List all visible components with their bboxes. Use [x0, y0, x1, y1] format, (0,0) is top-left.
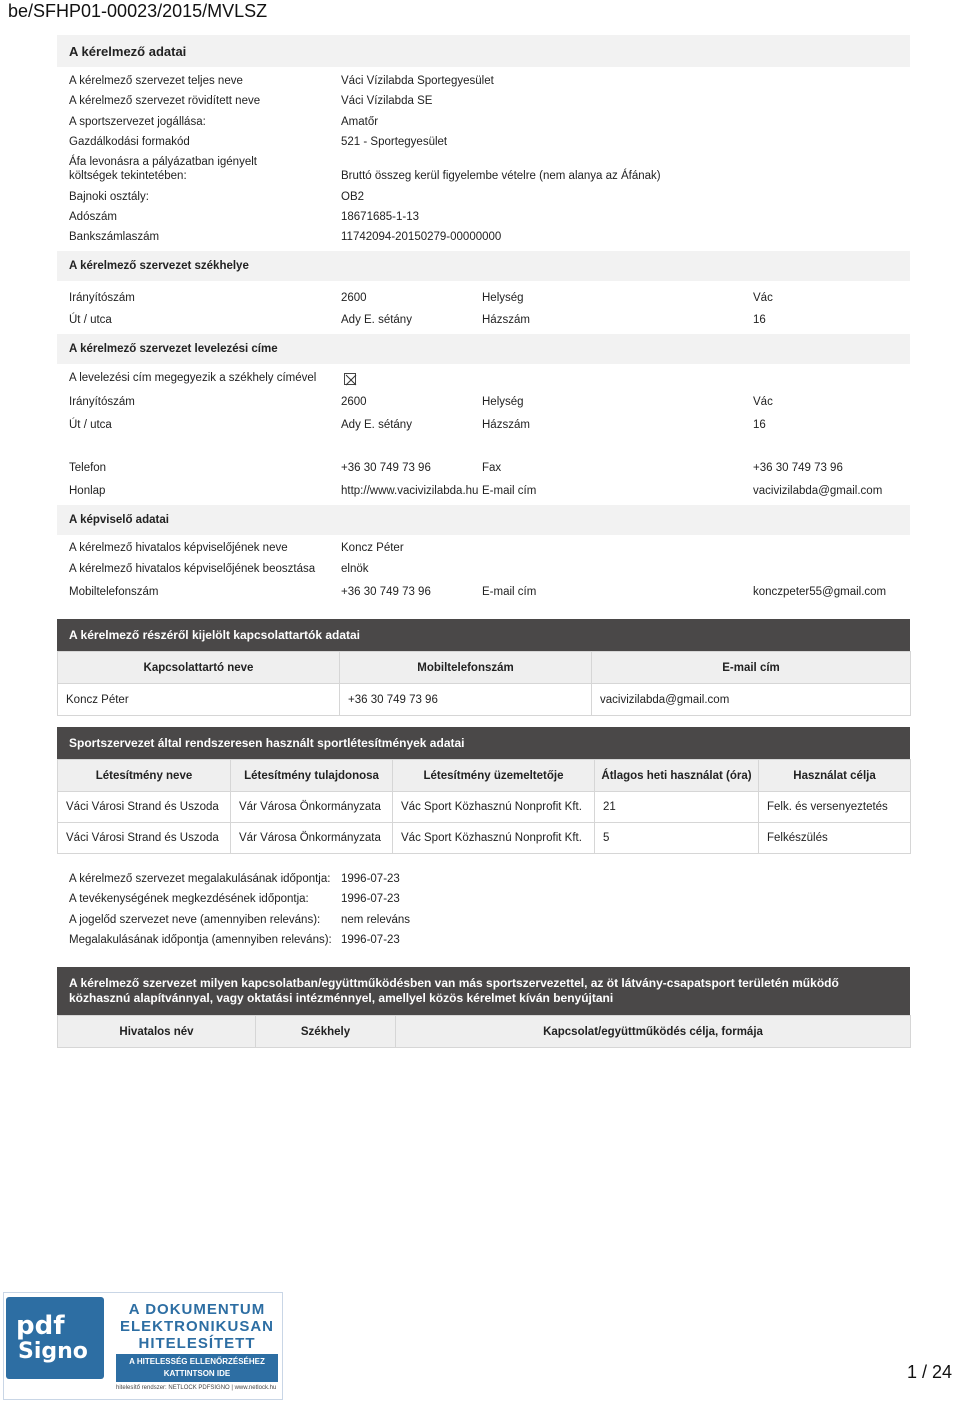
representative-section-title: A képviselő adatai: [57, 505, 910, 535]
mailing-zip-value: 2600: [341, 396, 367, 408]
table-row: [58, 792, 911, 823]
same-address-label: A levelezési cím megegyezik a székhely címével: [69, 372, 317, 384]
seat-street-label: Út / utca: [69, 314, 112, 326]
verify-link[interactable]: [116, 1354, 278, 1382]
fax-label: Fax: [482, 462, 502, 474]
rep-name-value: Koncz Péter: [341, 542, 404, 554]
applicant-section-title: A kérelmező adatai: [57, 35, 910, 67]
facility-name: Váci Városi Strand és Uszoda: [58, 823, 231, 854]
mailing-city-value: Vác: [753, 396, 773, 408]
contacts-table: [57, 651, 911, 716]
mailing-house-label: Házszám: [482, 419, 530, 431]
bank-account-value: 11742094-20150279-00000000: [341, 231, 502, 243]
mailing-zip-label: Irányítószám: [69, 396, 135, 408]
phone-value: +36 30 749 73 96: [341, 462, 431, 474]
bank-account-label: Bankszámlaszám: [69, 231, 160, 243]
email-value[interactable]: vacivizilabda@gmail.com: [753, 485, 883, 497]
legal-status-value: Amatőr: [341, 116, 379, 128]
league-label: Bajnoki osztály:: [69, 191, 149, 203]
website-link[interactable]: http://www.vacivizilabda.hu: [341, 485, 479, 497]
activity-start-value: 1996-07-23: [341, 893, 400, 905]
partner-header-purpose: Kapcsolat/együttműködés célja, formája: [396, 1016, 911, 1048]
rep-role-label: A kérelmező hivatalos képviselőjének beosztása: [69, 563, 316, 575]
facility-name: Váci Városi Strand és Uszoda: [58, 792, 231, 823]
seat-city-value: Vác: [753, 292, 773, 304]
verify-line2: KATTINTSON IDE: [163, 1369, 231, 1378]
rep-role-value: elnök: [341, 563, 369, 575]
mailing-street-value: Ady E. sétány: [341, 419, 412, 431]
seat-zip-value: 2600: [341, 292, 367, 304]
full-name-label: A kérelmező szervezet teljes neve: [69, 75, 243, 87]
mailing-street-label: Út / utca: [69, 419, 112, 431]
contacts-header-row: [58, 652, 911, 684]
mailing-city-label: Helység: [482, 396, 524, 408]
partners-title-line1: A kérelmező szervezet milyen kapcsolatban/együttműködésben van más sportszervezettel, az öt látvány-csapatsport területén működő: [69, 976, 839, 990]
facility-header-owner: Létesítmény tulajdonosa: [231, 760, 393, 792]
facility-header-purpose: Használat célja: [759, 760, 911, 792]
facility-header-usage: Átlagos heti használat (óra): [595, 760, 759, 792]
form-code-label: Gazdálkodási formakód: [69, 136, 190, 148]
facility-owner: Vár Városa Önkormányzata: [231, 792, 393, 823]
phone-label: Telefon: [69, 462, 107, 474]
verify-line1: A HITELESSÉG ELLENŐRZÉSÉHEZ: [129, 1357, 265, 1366]
predecessor-value: nem releváns: [341, 914, 411, 926]
tax-number-label: Adószám: [69, 211, 117, 223]
rep-mobile-label: Mobiltelefonszám: [69, 586, 159, 598]
facilities-table: [57, 759, 911, 854]
table-row: [58, 823, 911, 854]
contacts-section-title: A kérelmező részéről kijelölt kapcsolattartók adatai: [57, 619, 910, 651]
contact-email: vacivizilabda@gmail.com: [592, 684, 911, 716]
seat-house-label: Házszám: [482, 314, 530, 326]
activity-start-label: A tevékenységének megkezdésének időpontja:: [69, 893, 309, 905]
founding-date-label: A kérelmező szervezet megalakulásának időpontja:: [69, 873, 331, 885]
seat-city-label: Helység: [482, 292, 524, 304]
stamp-title-line2: ELEKTRONIKUSAN: [119, 1318, 274, 1335]
league-value: OB2: [341, 191, 365, 203]
partners-header-row: [58, 1016, 911, 1048]
partners-table: [57, 1015, 911, 1048]
stamp-title-line1: A DOKUMENTUM: [128, 1301, 266, 1318]
facility-usage: 5: [595, 823, 759, 854]
vat-value: Bruttó összeg kerül figyelembe vételre (nem alanya az Áfának): [341, 170, 661, 182]
same-address-checkbox[interactable]: [344, 373, 356, 385]
pdfsigno-logo: [6, 1297, 104, 1379]
founding-date-value: 1996-07-23: [341, 873, 400, 885]
website-label: Honlap: [69, 485, 106, 497]
legal-status-label: A sportszervezet jogállása:: [69, 116, 206, 128]
seat-house-value: 16: [753, 314, 766, 326]
stamp-title-line3: HITELESÍTETT: [138, 1335, 256, 1352]
rep-email-label: E-mail cím: [482, 586, 537, 598]
stamp-footer: hitelesítő rendszer: NETLOCK PDFSIGNO | www.netlock.hu: [116, 1385, 277, 1391]
contact-name: Koncz Péter: [58, 684, 340, 716]
facility-owner: Vár Városa Önkormányzata: [231, 823, 393, 854]
facility-usage: 21: [595, 792, 759, 823]
short-name-value: Váci Vízilabda SE: [341, 95, 433, 107]
facilities-section-title: Sportszervezet által rendszeresen használt sportlétesítmények adatai: [57, 727, 910, 759]
facility-purpose: Felk. és versenyeztetés: [759, 792, 911, 823]
predecessor-date-label: Megalakulásának időpontja (amennyiben releváns):: [69, 934, 332, 946]
partners-section-title: [57, 967, 910, 1015]
seat-zip-label: Irányítószám: [69, 292, 135, 304]
vat-label-line1: Áfa levonásra a pályázatban igényelt: [69, 156, 257, 168]
partners-title-line2: közhasznú alapítvánnyal, vagy oktatási intézménnyel, amellyel közös kérelmet kíván benyújtani: [69, 991, 614, 1005]
facility-header-name: Létesítmény neve: [58, 760, 231, 792]
short-name-label: A kérelmező szervezet rövidített neve: [69, 95, 261, 107]
rep-mobile-value: +36 30 749 73 96: [341, 586, 431, 598]
facility-operator: Vác Sport Közhasznú Nonprofit Kft.: [393, 823, 595, 854]
document-id: be/SFHP01-00023/2015/MVLSZ: [8, 1, 268, 21]
full-name-value: Váci Vízilabda Sportegyesület: [341, 75, 494, 87]
rep-name-label: A kérelmező hivatalos képviselőjének neve: [69, 542, 288, 554]
contact-mobile: +36 30 749 73 96: [340, 684, 592, 716]
mailing-section-title: A kérelmező szervezet levelezési címe: [57, 334, 910, 364]
contacts-header-mobile: Mobiltelefonszám: [340, 652, 592, 684]
rep-email-value[interactable]: konczpeter55@gmail.com: [753, 586, 887, 598]
facility-operator: Vác Sport Közhasznú Nonprofit Kft.: [393, 792, 595, 823]
partner-header-seat: Székhely: [256, 1016, 396, 1048]
contacts-header-name: Kapcsolattartó neve: [58, 652, 340, 684]
table-row: [58, 684, 911, 716]
logo-text-bottom: Signo: [18, 1339, 88, 1364]
stamp-title: [116, 1301, 278, 1352]
logo-text-top: pdf: [16, 1311, 65, 1341]
mailing-house-value: 16: [753, 419, 766, 431]
pdfsigno-authentication-stamp[interactable]: [3, 1292, 283, 1400]
email-label: E-mail cím: [482, 485, 537, 497]
checkbox-cross-icon: [345, 374, 357, 386]
page-number: 1 / 24: [906, 1362, 952, 1382]
predecessor-label: A jogelőd szervezet neve (amennyiben releváns):: [69, 914, 321, 926]
facilities-header-row: [58, 760, 911, 792]
form-code-value: 521 - Sportegyesület: [341, 136, 448, 148]
vat-label-line2: költségek tekintetében:: [69, 170, 187, 182]
tax-number-value: 18671685-1-13: [341, 211, 420, 223]
predecessor-date-value: 1996-07-23: [341, 934, 400, 946]
contacts-header-email: E-mail cím: [592, 652, 911, 684]
facility-purpose: Felkészülés: [759, 823, 911, 854]
seat-section-title: A kérelmező szervezet székhelye: [57, 251, 910, 281]
partner-header-name: Hivatalos név: [58, 1016, 256, 1048]
fax-value: +36 30 749 73 96: [753, 462, 843, 474]
seat-street-value: Ady E. sétány: [341, 314, 412, 326]
facility-header-operator: Létesítmény üzemeltetője: [393, 760, 595, 792]
